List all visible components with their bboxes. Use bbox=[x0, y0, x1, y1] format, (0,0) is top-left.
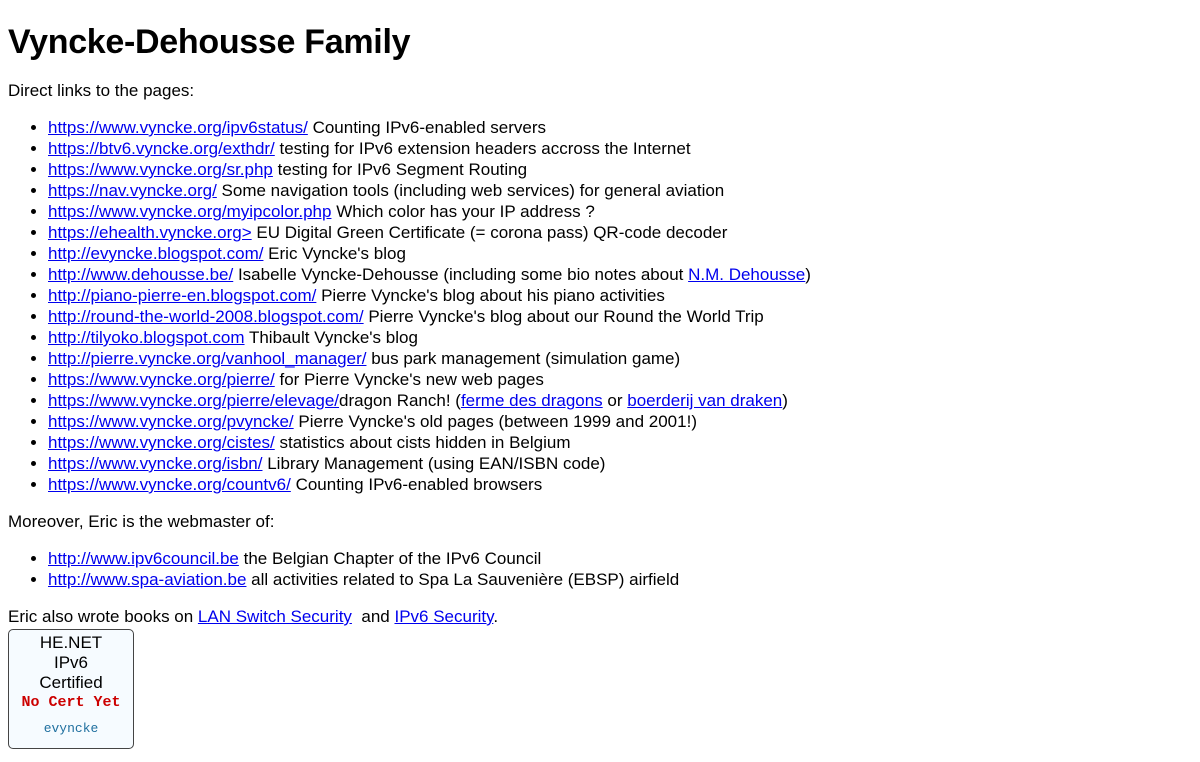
link-cistes[interactable]: https://www.vyncke.org/cistes/ bbox=[48, 433, 275, 452]
link-tilyoko[interactable]: http://tilyoko.blogspot.com bbox=[48, 328, 245, 347]
link-description: the Belgian Chapter of the IPv6 Council bbox=[238, 549, 542, 568]
link-sr[interactable]: https://www.vyncke.org/sr.php bbox=[48, 160, 273, 179]
badge-status: No Cert Yet bbox=[21, 694, 121, 711]
link-pierre[interactable]: https://www.vyncke.org/pierre/ bbox=[48, 370, 275, 389]
link-dehousse[interactable]: http://www.dehousse.be/ bbox=[48, 265, 234, 284]
link-ipv6status[interactable]: https://www.vyncke.org/ipv6status/ bbox=[48, 118, 308, 137]
list-item bbox=[48, 548, 1192, 569]
link-boerderij-van-draken[interactable]: boerderij van draken bbox=[627, 391, 783, 410]
link-nm-dehousse[interactable]: N.M. Dehousse bbox=[688, 265, 806, 284]
link-description: EU Digital Green Certificate (= corona pass) QR-code decoder bbox=[251, 223, 728, 242]
link-piano-pierre[interactable]: http://piano-pierre-en.blogspot.com/ bbox=[48, 286, 317, 305]
link-description: Pierre Vyncke's blog about his piano activities bbox=[316, 286, 665, 305]
list-item bbox=[48, 411, 1192, 432]
badge-line-ipv6: IPv6 bbox=[53, 653, 89, 672]
list-item bbox=[48, 453, 1192, 474]
list-item bbox=[48, 201, 1192, 222]
link-description: Counting IPv6-enabled browsers bbox=[290, 475, 543, 494]
list-item bbox=[48, 159, 1192, 180]
link-elevage[interactable]: https://www.vyncke.org/pierre/elevage/ bbox=[48, 391, 340, 410]
link-description: bus park management (simulation game) bbox=[366, 349, 681, 368]
link-description: testing for IPv6 extension headers accross the Internet bbox=[274, 139, 691, 158]
link-description: Isabelle Vyncke-Dehousse (including some bio notes about bbox=[233, 265, 689, 284]
link-description-mid: or bbox=[602, 391, 628, 410]
list-item bbox=[48, 243, 1192, 264]
link-ehealth[interactable]: https://ehealth.vyncke.org> bbox=[48, 223, 252, 242]
badge-user: evyncke bbox=[43, 721, 99, 736]
badge-line-certified: Certified bbox=[39, 673, 103, 692]
list-item bbox=[48, 306, 1192, 327]
link-description-end: ) bbox=[805, 265, 811, 284]
link-description: for Pierre Vyncke's new web pages bbox=[274, 370, 544, 389]
list-item bbox=[48, 117, 1192, 138]
list-item bbox=[48, 369, 1192, 390]
link-ferme-des-dragons[interactable]: ferme des dragons bbox=[460, 391, 603, 410]
links-list bbox=[8, 117, 1192, 495]
link-description: dragon Ranch! ( bbox=[339, 391, 461, 410]
link-description: Which color has your IP address ? bbox=[331, 202, 595, 221]
link-exthdr[interactable]: https://btv6.vyncke.org/exthdr/ bbox=[48, 139, 275, 158]
badge-line-he-net: HE.NET bbox=[39, 633, 103, 652]
webmaster-list bbox=[8, 548, 1192, 590]
list-item bbox=[48, 285, 1192, 306]
webmaster-intro: Moreover, Eric is the webmaster of: bbox=[8, 512, 275, 531]
list-item bbox=[48, 432, 1192, 453]
books-paragraph bbox=[8, 606, 1192, 627]
link-ipv6-security[interactable]: IPv6 Security bbox=[394, 607, 494, 626]
list-item bbox=[48, 327, 1192, 348]
list-item bbox=[48, 264, 1192, 285]
link-description: Library Management (using EAN/ISBN code) bbox=[262, 454, 606, 473]
link-description: statistics about cists hidden in Belgium bbox=[274, 433, 571, 452]
links-intro: Direct links to the pages: bbox=[8, 81, 195, 100]
link-isbn[interactable]: https://www.vyncke.org/isbn/ bbox=[48, 454, 263, 473]
link-pvyncke[interactable]: https://www.vyncke.org/pvyncke/ bbox=[48, 412, 294, 431]
list-item bbox=[48, 138, 1192, 159]
link-description: Counting IPv6-enabled servers bbox=[307, 118, 546, 137]
link-lan-switch-security[interactable]: LAN Switch Security bbox=[197, 607, 352, 626]
link-description: Pierre Vyncke's old pages (between 1999 and 2001!) bbox=[293, 412, 697, 431]
list-item bbox=[48, 390, 1192, 411]
link-description: Pierre Vyncke's blog about our Round the World Trip bbox=[363, 307, 764, 326]
link-round-the-world[interactable]: http://round-the-world-2008.blogspot.com/ bbox=[48, 307, 364, 326]
link-nav[interactable]: https://nav.vyncke.org/ bbox=[48, 181, 217, 200]
link-ipv6council[interactable]: http://www.ipv6council.be bbox=[48, 549, 239, 568]
books-middle: and bbox=[351, 607, 395, 626]
link-description-end: ) bbox=[782, 391, 788, 410]
link-description: all activities related to Spa La Sauvenière (EBSP) airfield bbox=[246, 570, 680, 589]
list-item bbox=[48, 180, 1192, 201]
books-prefix: Eric also wrote books on bbox=[8, 607, 198, 626]
list-item bbox=[48, 474, 1192, 495]
list-item bbox=[48, 569, 1192, 590]
link-description: Eric Vyncke's blog bbox=[263, 244, 406, 263]
page-title: Vyncke-Dehousse Family bbox=[8, 23, 411, 61]
link-countv6[interactable]: https://www.vyncke.org/countv6/ bbox=[48, 475, 291, 494]
list-item bbox=[48, 222, 1192, 243]
link-description: testing for IPv6 Segment Routing bbox=[272, 160, 528, 179]
link-evyncke-blog[interactable]: http://evyncke.blogspot.com/ bbox=[48, 244, 264, 263]
link-description: Thibault Vyncke's blog bbox=[244, 328, 418, 347]
link-myipcolor[interactable]: https://www.vyncke.org/myipcolor.php bbox=[48, 202, 332, 221]
books-suffix: . bbox=[493, 607, 499, 626]
link-vanhool-manager[interactable]: http://pierre.vyncke.org/vanhool_manager/ bbox=[48, 349, 367, 368]
link-description: Some navigation tools (including web services) for general aviation bbox=[216, 181, 725, 200]
he-net-ipv6-certification-badge[interactable] bbox=[8, 629, 134, 749]
list-item bbox=[48, 348, 1192, 369]
link-spa-aviation[interactable]: http://www.spa-aviation.be bbox=[48, 570, 247, 589]
